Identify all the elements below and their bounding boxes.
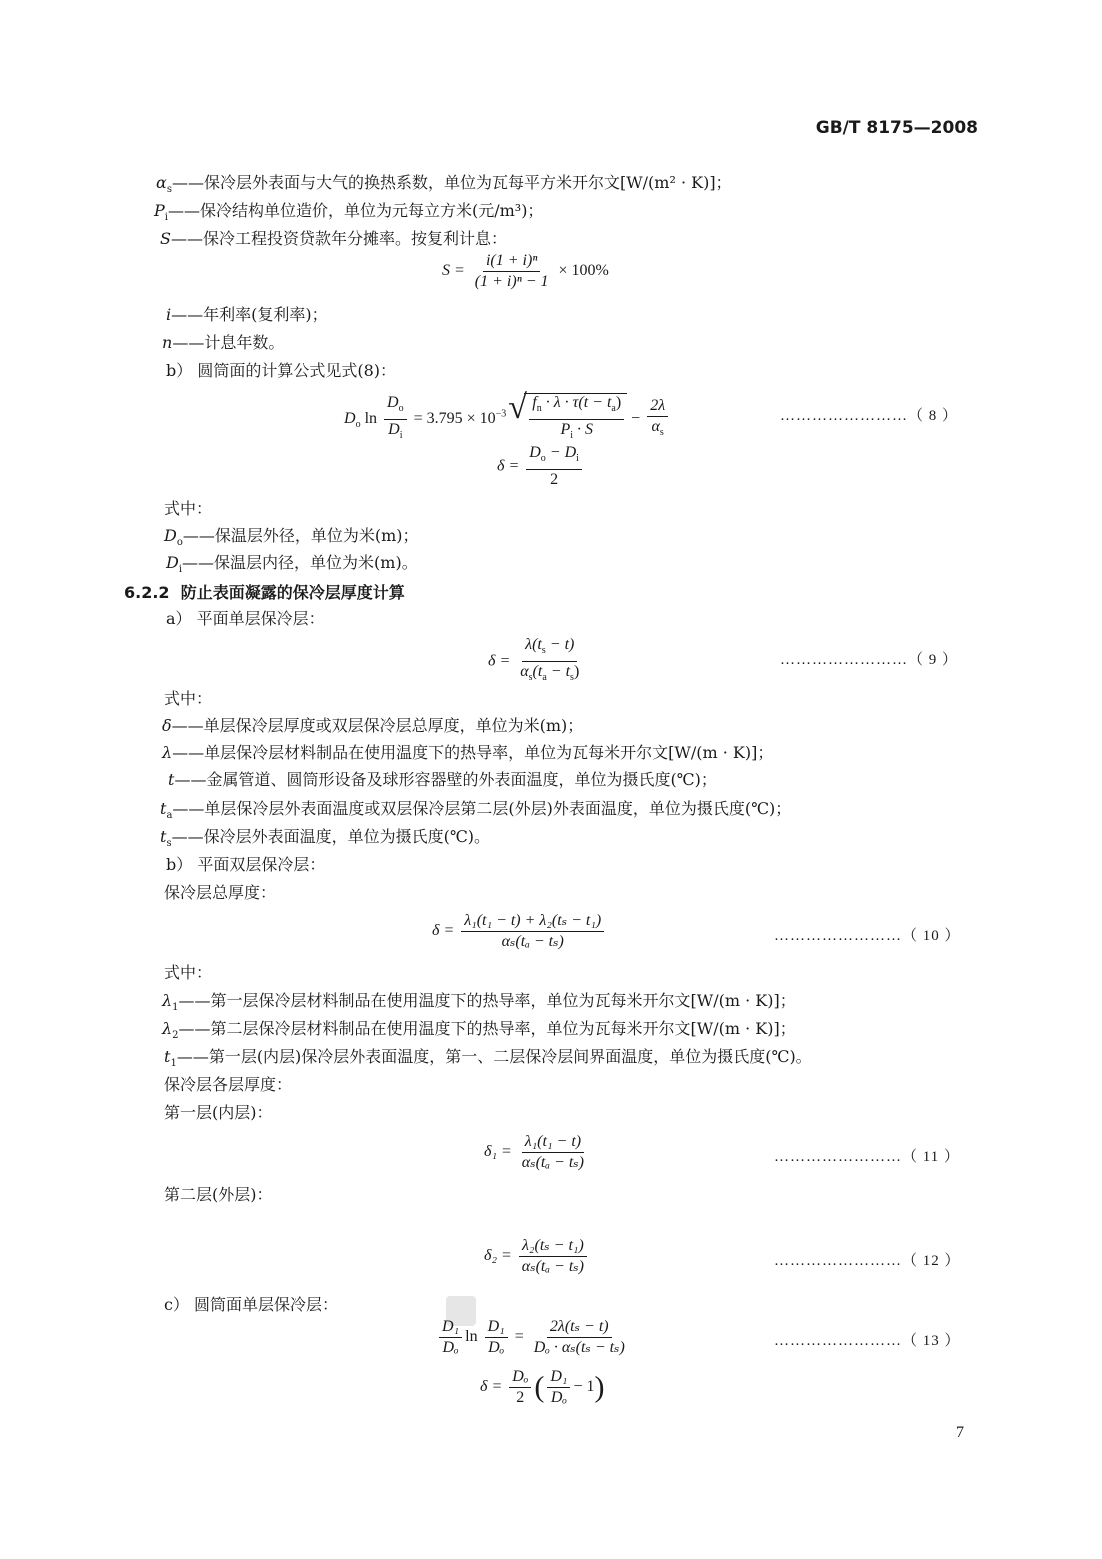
standard-code: GB/T 8175—2008 <box>815 118 978 138</box>
formula-tail: × 100% <box>558 262 609 280</box>
symbol: δ <box>162 716 172 735</box>
ratio-fraction <box>439 1318 462 1357</box>
definition-text: ——第一层保冷层材料制品在使用温度下的热导率，单位为瓦每米开尔文[W/(m · K)]； <box>178 991 796 1010</box>
fraction-numerator: λ₁(t₁ − t) + λ₂(tₛ − t₁) <box>461 912 604 932</box>
definition-lambda-2 <box>162 1018 796 1047</box>
definition-d-o <box>164 525 419 554</box>
lambda-denominator <box>649 417 667 442</box>
fraction-denominator: Dₒ <box>442 1339 459 1356</box>
equals-sign: = <box>514 1328 524 1346</box>
fraction-denominator: (1 + i)ⁿ − 1 <box>474 273 549 290</box>
where-label-2: 式中： <box>164 689 213 708</box>
sqrt-fraction <box>529 394 624 445</box>
symbol: D <box>166 553 179 572</box>
symbol-sub: s <box>570 672 574 684</box>
definition-text: ——第一层(内层)保冷层外表面温度，第一、二层保冷层间界面温度，单位为摄氏度(℃)。 <box>176 1047 812 1066</box>
equation-number-10: ……………………（ 10 ） <box>774 928 961 944</box>
formula-13-delta <box>480 1368 605 1407</box>
formula-11 <box>484 1133 590 1172</box>
symbol: P <box>560 421 571 439</box>
open-paren: ( <box>534 1370 545 1404</box>
symbol-sub: a <box>542 672 547 684</box>
equation-number-11: ……………………（ 11 ） <box>774 1149 960 1165</box>
symbol: − t <box>546 663 571 681</box>
definition-t-1 <box>164 1046 812 1075</box>
definition-lambda-1 <box>162 990 796 1019</box>
where-label-1: 式中： <box>164 499 213 518</box>
symbol: S <box>160 229 171 248</box>
layer-thickness-label: 保冷层各层厚度： <box>164 1075 293 1094</box>
definition-text: ——年利率(复利率)； <box>171 305 328 324</box>
delta-lhs: δ = <box>480 1378 503 1396</box>
fraction-numerator <box>522 636 577 662</box>
total-thickness-label: 保冷层总厚度： <box>164 883 277 902</box>
formula-lhs: δ = <box>432 922 455 940</box>
formula-12 <box>484 1237 590 1276</box>
fraction-numerator: D₁ <box>547 1368 570 1388</box>
section-heading <box>124 580 405 603</box>
definition-t-a <box>160 798 791 827</box>
symbol: λ <box>162 991 173 1010</box>
symbol: α <box>520 663 529 681</box>
delta-fraction <box>526 444 582 489</box>
fraction-numerator: Dₒ <box>509 1368 531 1388</box>
definition-alpha-s <box>156 172 732 201</box>
equation-number-12: ……………………（ 12 ） <box>774 1253 961 1269</box>
delta-numerator <box>526 444 582 470</box>
section-number: 6.2.2 <box>124 583 170 602</box>
symbol: (t <box>532 663 543 681</box>
symbol-sub: s <box>166 184 172 196</box>
formula-fraction <box>472 252 552 291</box>
symbol-sub: a <box>166 810 173 822</box>
fraction-denominator: Dₒ · αₛ(tₛ − tₛ) <box>533 1339 625 1356</box>
symbol: α <box>156 173 167 192</box>
close-paren: ) <box>594 1370 605 1404</box>
definition-text: ——金属管道、圆筒形设备及球形容器壁的外表面温度，单位为摄氏度(℃)； <box>174 770 717 789</box>
formula-fraction <box>519 1133 587 1172</box>
paren: ) <box>573 663 580 681</box>
fraction-numerator: 2λ(tₛ − t) <box>547 1318 612 1338</box>
ln-fraction-numerator <box>384 394 407 420</box>
definition-text: ——保冷结构单位造价，单位为元每立方米(元/m³)； <box>167 201 544 220</box>
definition-i <box>166 304 328 326</box>
symbol-sub: s <box>528 672 533 684</box>
ln-fraction <box>384 394 407 445</box>
formula-fraction <box>517 636 582 687</box>
symbol: f <box>532 394 537 411</box>
formula-fraction <box>461 912 604 951</box>
formula-13 <box>436 1318 631 1357</box>
fraction-numerator: λ₁(t₁ − t) <box>522 1133 584 1153</box>
symbol: t <box>160 827 167 846</box>
layer-1-label: 第一层(内层)： <box>164 1103 273 1122</box>
symbol-sub: s <box>166 838 172 850</box>
layer-2-label: 第二层(外层)： <box>164 1185 273 1204</box>
ln-operator: ln <box>465 1328 478 1346</box>
delta-lhs: δ = <box>497 457 520 475</box>
definition-p-i <box>154 200 543 229</box>
symbol: D <box>387 393 399 411</box>
fraction-denominator: αₛ(tₐ − tₛ) <box>501 933 564 950</box>
definition-lambda <box>162 742 773 764</box>
definition-text: ——计息年数。 <box>172 333 285 352</box>
equals-coefficient: = 3.795 × 10 <box>413 409 496 427</box>
symbol: D <box>529 444 541 461</box>
where-label-3: 式中： <box>164 963 213 982</box>
definition-text: ——保冷层外表面温度，单位为摄氏度(℃)。 <box>171 827 490 846</box>
sqrt-term <box>524 393 627 445</box>
section-title: 防止表面凝露的保冷层厚度计算 <box>180 583 405 602</box>
symbol-sub: i <box>164 212 168 224</box>
symbol-sub: s <box>659 426 664 438</box>
definition-delta <box>162 715 583 737</box>
definition-text: ——单层保冷层厚度或双层保冷层总厚度，单位为米(m)； <box>171 716 584 735</box>
sqrt-numerator <box>529 394 624 420</box>
symbol: D <box>388 420 400 438</box>
page-number: 7 <box>956 1424 964 1441</box>
symbol-sub: a <box>611 403 616 415</box>
formula-8-delta <box>497 444 585 489</box>
lambda-numerator: 2λ <box>647 397 668 417</box>
delta-denominator: 2 <box>550 471 559 489</box>
symbol-sub: o <box>398 402 404 414</box>
symbol-sub: o <box>176 537 183 549</box>
fraction-numerator: D₁ <box>439 1318 462 1338</box>
sqrt-denominator <box>557 420 596 445</box>
symbol: P <box>154 201 165 220</box>
equation-number-9: ……………………（ 9 ） <box>780 652 959 668</box>
definition-text: ——保冷工程投资贷款年分摊率。按复利计息： <box>170 229 507 248</box>
symbol-sub: s <box>541 645 546 657</box>
paren: ) <box>615 394 622 411</box>
symbol: t <box>160 799 167 818</box>
formula-lhs: S = <box>442 262 465 280</box>
fraction-denominator: Dₒ <box>550 1389 567 1406</box>
definition-text: ——保温层内径，单位为米(m)。 <box>182 553 418 572</box>
item-c-cylinder-single: c） 圆筒面单层保冷层： <box>164 1295 339 1314</box>
symbol-sub: i <box>570 430 573 442</box>
rhs-fraction <box>531 1318 628 1357</box>
symbol: t <box>168 770 175 789</box>
fraction-numerator: D₁ <box>485 1318 508 1338</box>
item-a-plane-single: a） 平面单层保冷层： <box>166 609 325 628</box>
symbol: α <box>651 417 660 435</box>
symbol: n <box>162 333 173 352</box>
formula-10 <box>432 912 607 951</box>
formula-s <box>442 252 609 291</box>
exponent: −3 <box>495 408 507 420</box>
equation-number-13: ……………………（ 13 ） <box>774 1333 961 1349</box>
ln-fraction <box>485 1318 508 1357</box>
symbol: t <box>164 1047 171 1066</box>
symbol: D <box>164 526 177 545</box>
equation-number-8: ……………………（ 8 ） <box>780 408 959 424</box>
minus-sign: − <box>631 409 641 427</box>
symbol-sub: i <box>576 453 579 465</box>
symbol: − t) <box>545 636 575 653</box>
fraction-denominator: αₛ(tₐ − tₛ) <box>521 1154 584 1171</box>
symbol-sub: 1 <box>170 1058 177 1070</box>
symbol: i <box>166 305 172 324</box>
symbol: · λ · τ(t − t <box>541 394 612 411</box>
definition-t <box>168 769 717 791</box>
fraction-denominator <box>517 662 582 687</box>
symbol-sub: o <box>540 453 546 465</box>
symbol: λ(t <box>525 636 542 653</box>
definition-text: ——单层保冷层材料制品在使用温度下的热导率，单位为瓦每米开尔文[W/(m · K)]； <box>172 743 774 762</box>
symbol-sub: i <box>399 429 403 441</box>
definition-text: ——保冷层外表面与大气的换热系数，单位为瓦每平方米开尔文[W/(m² · K)]； <box>171 173 732 192</box>
symbol: λ <box>162 1019 173 1038</box>
definition-text: ——单层保冷层外表面温度或双层保冷层第二层(外层)外表面温度，单位为摄氏度(℃)； <box>172 799 792 818</box>
ln-operator: ln <box>364 409 378 427</box>
formula-lhs: δ = <box>488 652 511 670</box>
formula-8 <box>344 393 671 445</box>
formula-lhs: δ₁ = <box>484 1143 512 1161</box>
fraction-numerator: i(1 + i)ⁿ <box>483 252 540 272</box>
definition-d-i <box>166 552 418 581</box>
item-b-plane-double: b） 平面双层保冷层： <box>166 855 326 874</box>
fraction-numerator: λ₂(tₛ − t₁) <box>519 1237 587 1257</box>
symbol-sub: n <box>536 403 542 415</box>
symbol-sub: i <box>178 564 183 576</box>
lhs-symbol-sub: o <box>355 419 361 431</box>
definition-n <box>162 332 284 354</box>
definition-text: ——保温层外径，单位为米(m)； <box>182 526 419 545</box>
symbol-sub: 1 <box>172 1002 179 1014</box>
formula-fraction <box>519 1237 587 1276</box>
symbol: · S <box>573 421 593 439</box>
fraction-denominator: Dₒ <box>488 1339 505 1356</box>
symbol-sub: 2 <box>172 1030 179 1042</box>
lhs-symbol: D <box>344 409 356 427</box>
delta-fraction <box>509 1368 531 1407</box>
definition-t-s <box>160 826 490 855</box>
symbol: − D <box>545 444 577 461</box>
item-b-cylinder: b） 圆筒面的计算公式见式(8)： <box>166 361 396 380</box>
symbol: λ <box>162 743 173 762</box>
lambda-fraction <box>647 397 668 442</box>
fraction-denominator: αₛ(tₐ − tₛ) <box>521 1258 584 1275</box>
fraction-denominator: 2 <box>516 1389 525 1406</box>
paren-tail: − 1 <box>573 1378 595 1396</box>
paren-fraction <box>547 1368 570 1407</box>
definition-text: ——第二层保冷层材料制品在使用温度下的热导率，单位为瓦每米开尔文[W/(m · K)]； <box>178 1019 796 1038</box>
formula-lhs: δ₂ = <box>484 1247 512 1265</box>
ln-fraction-denominator <box>385 420 405 445</box>
definition-s <box>160 228 507 250</box>
formula-9 <box>488 636 585 687</box>
